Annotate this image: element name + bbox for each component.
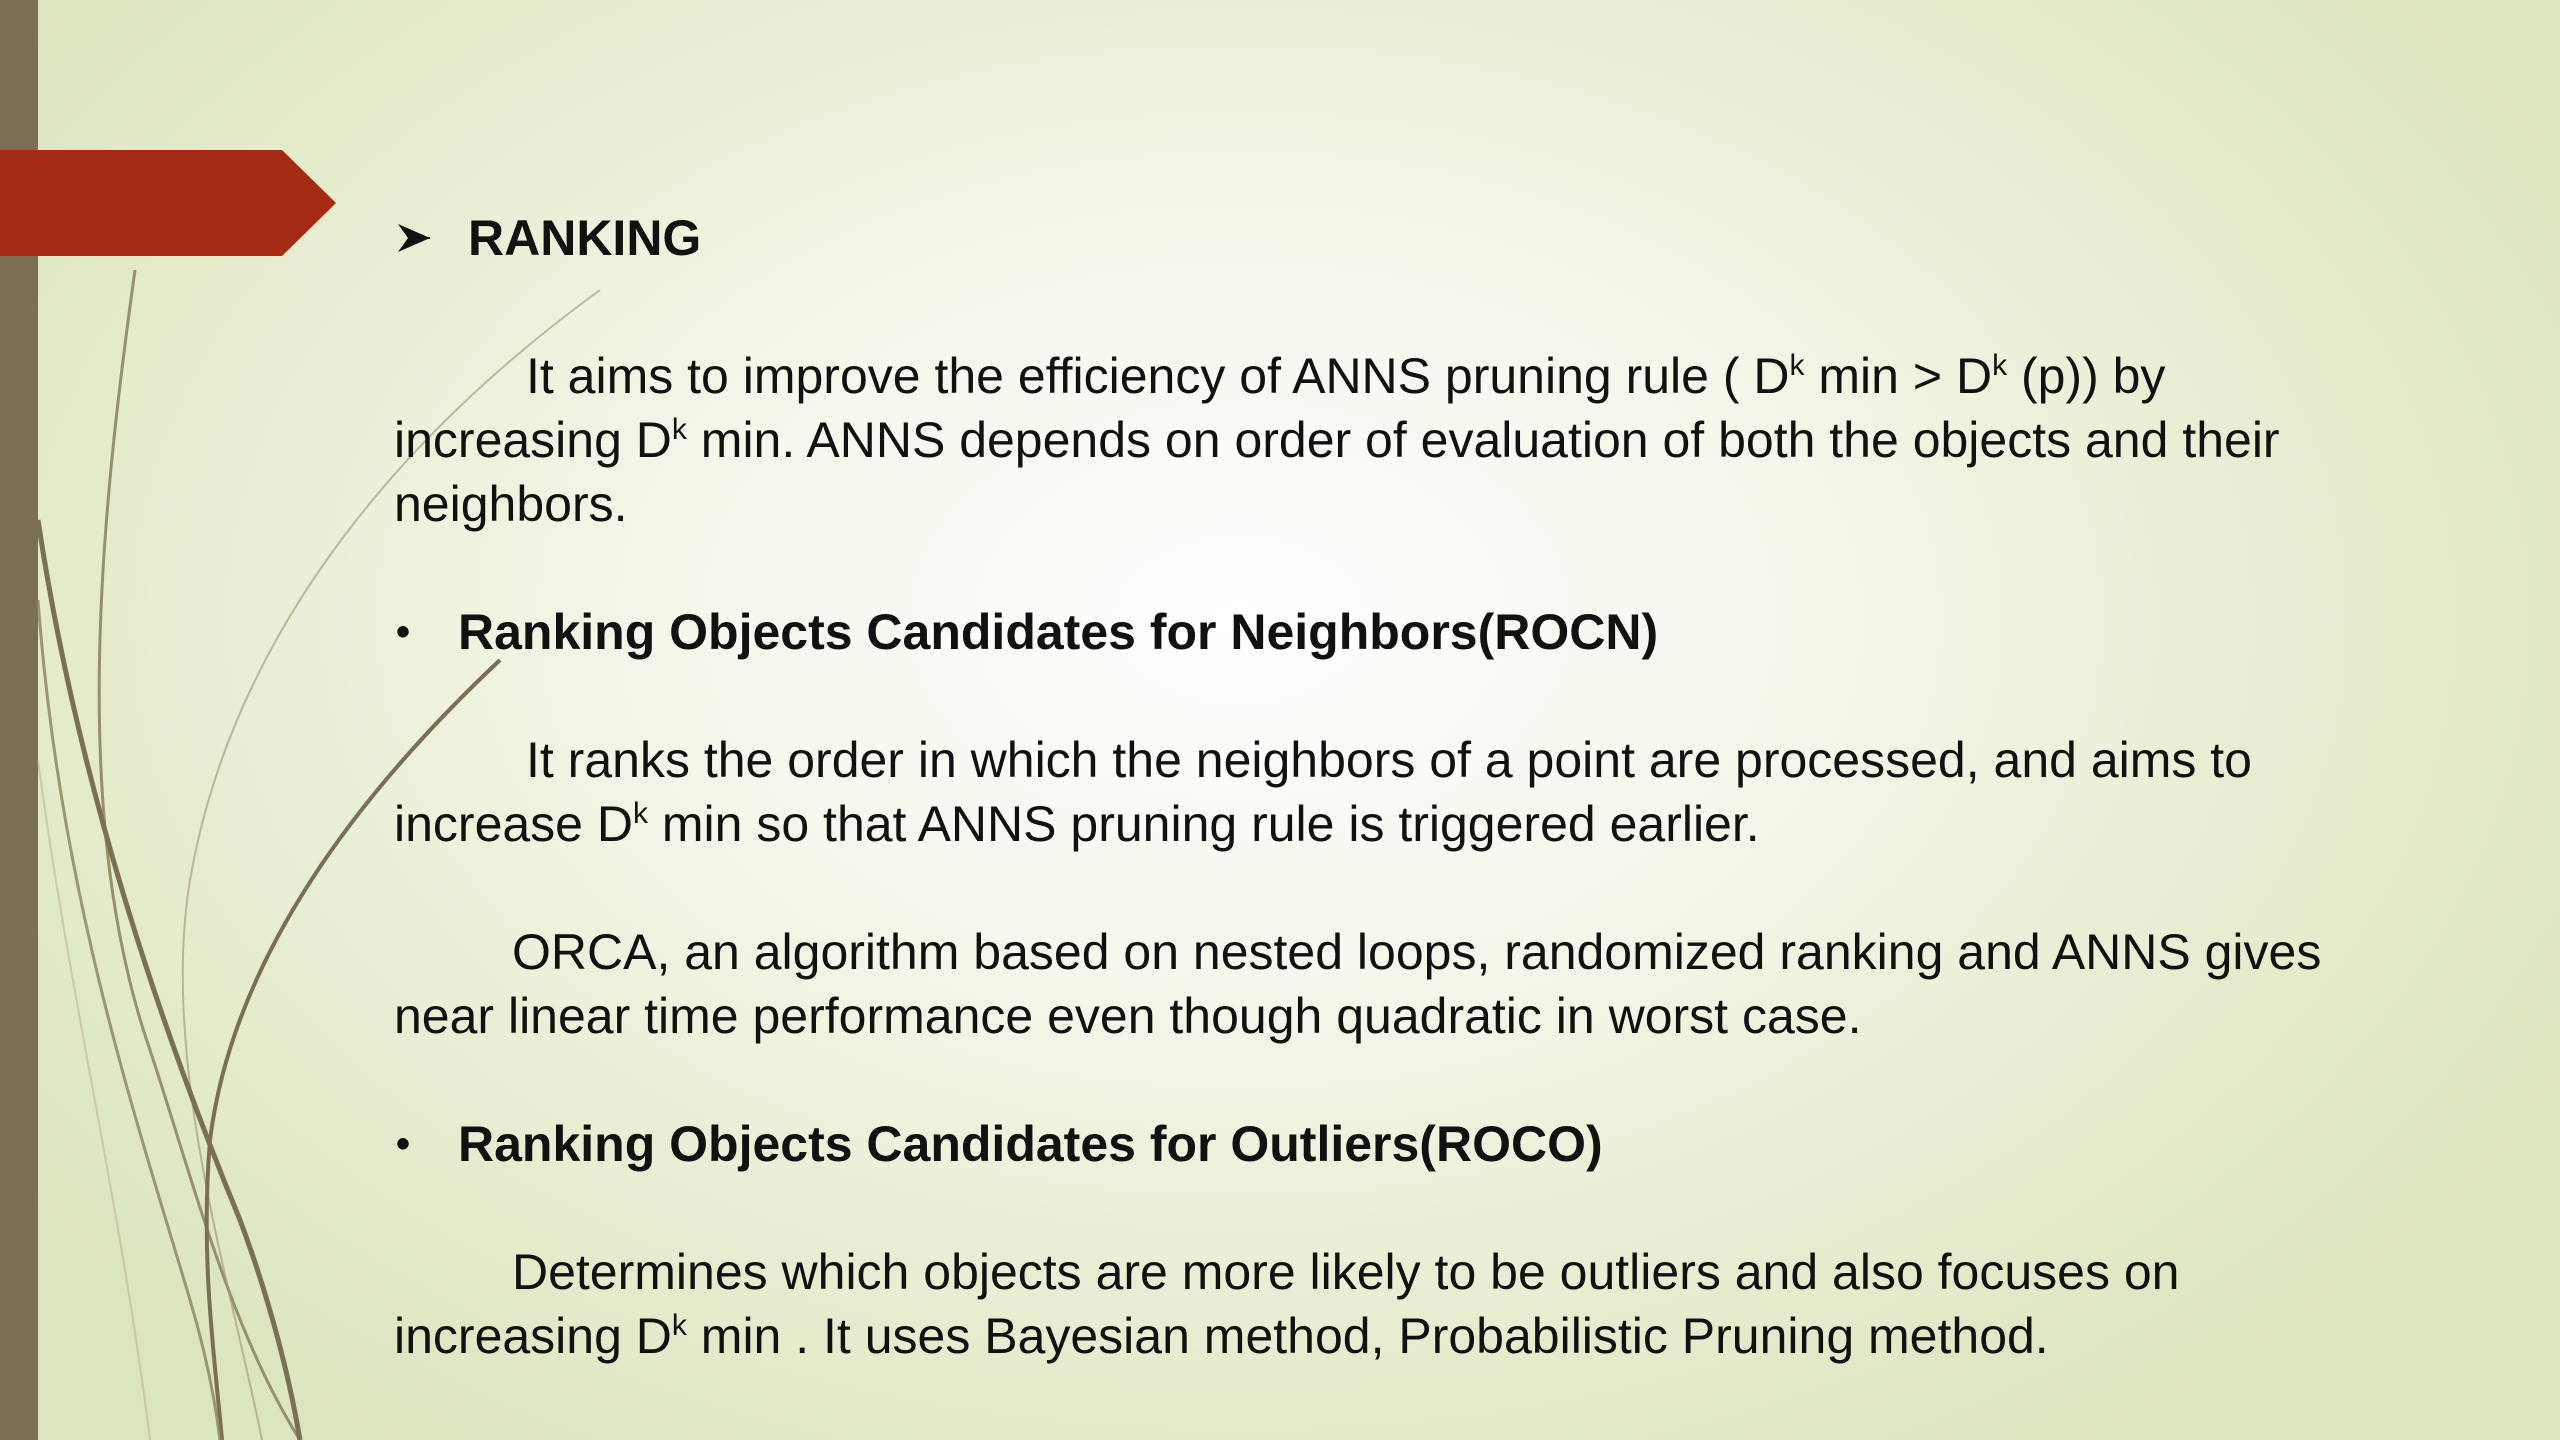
spacer: [394, 664, 2354, 728]
spacer: [394, 1176, 2354, 1240]
paragraph-orca: ORCA, an algorithm based on nested loops, randomized ranking and ANNS gives near linear time performance even though quadratic in worst case.: [394, 924, 2322, 1044]
bullet-roco: [394, 1112, 2354, 1176]
superscript-k: k: [1992, 349, 2008, 382]
red-title-tab: [0, 150, 336, 256]
paragraph-rocn: [394, 728, 2354, 856]
superscript-k: k: [671, 1309, 687, 1342]
text-run: min. ANNS depends on order of evaluation of both the objects and their neighbors.: [394, 412, 2280, 532]
slide-heading: [394, 196, 2354, 280]
superscript-k: k: [1789, 349, 1805, 382]
arrowhead-bullet-icon: [394, 218, 434, 258]
spacer: [394, 536, 2354, 600]
heading-text: RANKING: [468, 210, 702, 266]
text-run: min . It uses Bayesian method, Probabilistic Pruning method.: [686, 1308, 2049, 1364]
spacer: [394, 856, 2354, 920]
text-run: (p)) by increasing D: [394, 348, 2166, 468]
text-run: It aims to improve the efficiency of ANNS pruning rule ( D: [526, 348, 1790, 404]
bullet-rocn-text: Ranking Objects Candidates for Neighbors(ROCN): [458, 604, 1659, 660]
bullet-rocn: [394, 600, 2354, 664]
paragraph-anns-pruning: [394, 344, 2354, 536]
text-run: min so that ANNS pruning rule is triggered earlier.: [648, 796, 1760, 852]
text-run: Determines which objects are more likely to be outliers and also focuses on increasing D: [394, 1244, 2180, 1364]
bullet-dot-icon: •: [396, 1122, 411, 1166]
paragraph-roco: [394, 1240, 2354, 1368]
bullet-roco-text: Ranking Objects Candidates for Outliers(ROCO): [458, 1116, 1603, 1172]
spacer: [394, 280, 2354, 344]
slide-content: [394, 196, 2354, 1368]
superscript-k: k: [671, 413, 687, 446]
text-run: min > D: [1804, 348, 1993, 404]
superscript-k: k: [633, 797, 648, 830]
spacer: [394, 1048, 2354, 1112]
bullet-dot-icon: •: [396, 610, 411, 654]
text-run: It ranks the order in which the neighbors of a point are processed, and aims to increase D: [394, 732, 2252, 852]
